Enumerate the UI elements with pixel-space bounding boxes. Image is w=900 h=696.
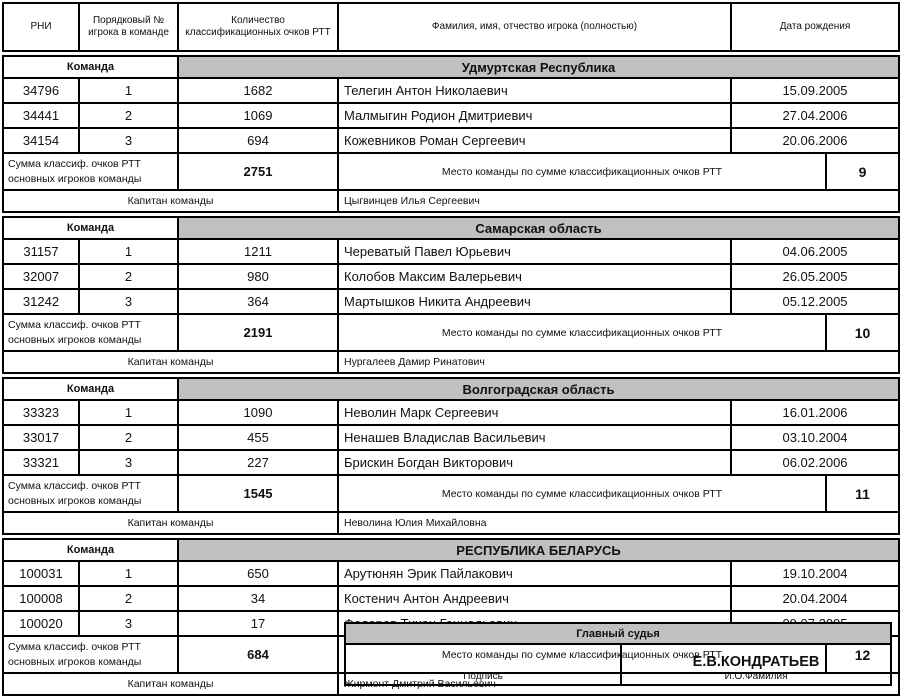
player-name: Неволин Марк Сергеевич <box>338 400 731 425</box>
player-points: 34 <box>178 586 338 611</box>
player-dob: 20.06.2006 <box>731 128 899 153</box>
player-rni: 32007 <box>3 264 79 289</box>
player-dob: 15.09.2005 <box>731 78 899 103</box>
place-label: Место команды по сумме классификационных очков РТТ <box>338 636 826 673</box>
sum-label-line1: Сумма классиф. очков РТТ <box>8 641 141 654</box>
player-rni: 31242 <box>3 289 79 314</box>
player-rni: 100008 <box>3 586 79 611</box>
player-name: Брискин Богдан Викторович <box>338 450 731 475</box>
player-number: 2 <box>79 103 178 128</box>
team-registration-sheet <box>0 2 900 690</box>
player-points: 455 <box>178 425 338 450</box>
player-number: 2 <box>79 586 178 611</box>
sum-label <box>3 636 178 673</box>
player-dob: 16.01.2006 <box>731 400 899 425</box>
player-rni: 100020 <box>3 611 79 636</box>
player-dob: 06.02.2006 <box>731 450 899 475</box>
header-dob: Дата рождения <box>731 3 899 51</box>
player-number: 2 <box>79 425 178 450</box>
place-value: 10 <box>826 314 899 351</box>
sum-label-line1: Сумма классиф. очков РТТ <box>8 480 141 493</box>
player-dob: 04.06.2005 <box>731 239 899 264</box>
header-table <box>2 2 900 52</box>
team-name: Волгоградская область <box>178 378 899 400</box>
sum-value: 2751 <box>178 153 338 190</box>
team-name: Самарская область <box>178 217 899 239</box>
player-dob: 03.10.2004 <box>731 425 899 450</box>
player-dob: 20.04.2004 <box>731 586 899 611</box>
player-points: 1069 <box>178 103 338 128</box>
team-name: РЕСПУБЛИКА БЕЛАРУСЬ <box>178 539 899 561</box>
player-number: 2 <box>79 264 178 289</box>
player-name: Арутюнян Эрик Пайлакович <box>338 561 731 586</box>
player-rni: 34154 <box>3 128 79 153</box>
player-dob: 05.12.2005 <box>731 289 899 314</box>
sum-label <box>3 314 178 351</box>
player-number: 3 <box>79 128 178 153</box>
place-value: 9 <box>826 153 899 190</box>
captain-name: Цыгвинцев Илья Сергеевич <box>338 190 899 212</box>
player-name: Ненашев Владислав Васильевич <box>338 425 731 450</box>
sum-value: 684 <box>178 636 338 673</box>
chief-judge-table <box>344 622 892 686</box>
sum-label-line2: основных игроков команды <box>8 172 142 185</box>
place-label: Место команды по сумме классификационных очков РТТ <box>338 475 826 512</box>
team-block <box>2 55 900 213</box>
player-points: 17 <box>178 611 338 636</box>
player-name: Телегин Антон Николаевич <box>338 78 731 103</box>
player-number: 1 <box>79 239 178 264</box>
sum-label <box>3 475 178 512</box>
team-label: Команда <box>3 217 178 239</box>
player-name: Малмыгин Родион Дмитриевич <box>338 103 731 128</box>
player-number: 1 <box>79 400 178 425</box>
sum-label-line2: основных игроков команды <box>8 333 142 346</box>
sum-value: 2191 <box>178 314 338 351</box>
team-label: Команда <box>3 378 178 400</box>
player-number: 3 <box>79 289 178 314</box>
sum-value: 1545 <box>178 475 338 512</box>
player-name: Мартышков Никита Андреевич <box>338 289 731 314</box>
captain-label: Капитан команды <box>3 351 338 373</box>
place-value: 12 <box>826 636 899 673</box>
captain-name: Нургалеев Дамир Ринатович <box>338 351 899 373</box>
player-rni: 34441 <box>3 103 79 128</box>
player-rni: 33323 <box>3 400 79 425</box>
header-rni: РНИ <box>3 3 79 51</box>
header-player-number: Порядковый № игрока в команде <box>79 3 178 51</box>
chief-judge-title: Главный судья <box>345 623 891 644</box>
judge-name-label: И.О.Фамилия <box>724 671 788 682</box>
sum-label-line2: основных игроков команды <box>8 494 142 507</box>
judge-name-cell <box>621 644 891 685</box>
player-points: 1682 <box>178 78 338 103</box>
player-number: 3 <box>79 611 178 636</box>
team-label: Команда <box>3 539 178 561</box>
player-points: 650 <box>178 561 338 586</box>
player-number: 1 <box>79 78 178 103</box>
player-points: 364 <box>178 289 338 314</box>
captain-label: Капитан команды <box>3 673 338 695</box>
player-dob: 27.04.2006 <box>731 103 899 128</box>
captain-label: Капитан команды <box>3 512 338 534</box>
player-points: 1211 <box>178 239 338 264</box>
player-rni: 34796 <box>3 78 79 103</box>
captain-name: Жирмонт Дмитрий Васильевич <box>338 673 899 695</box>
signature-cell: Подпись <box>345 644 621 685</box>
sum-label-line1: Сумма классиф. очков РТТ <box>8 158 141 171</box>
player-number: 1 <box>79 561 178 586</box>
player-points: 694 <box>178 128 338 153</box>
player-points: 227 <box>178 450 338 475</box>
place-label: Место команды по сумме классификационных очков РТТ <box>338 314 826 351</box>
captain-label: Капитан команды <box>3 190 338 212</box>
player-points: 1090 <box>178 400 338 425</box>
player-rni: 33017 <box>3 425 79 450</box>
place-value: 11 <box>826 475 899 512</box>
team-name: Удмуртская Республика <box>178 56 899 78</box>
player-dob: 26.05.2005 <box>731 264 899 289</box>
place-label: Место команды по сумме классификационных очков РТТ <box>338 153 826 190</box>
player-name: Кожевников Роман Сергеевич <box>338 128 731 153</box>
sum-label-line1: Сумма классиф. очков РТТ <box>8 319 141 332</box>
player-rni: 33321 <box>3 450 79 475</box>
player-name: Костенич Антон Андреевич <box>338 586 731 611</box>
sum-label-line2: основных игроков команды <box>8 655 142 668</box>
team-label: Команда <box>3 56 178 78</box>
judge-name: Е.В.КОНДРАТЬЕВ <box>692 653 820 670</box>
player-points: 980 <box>178 264 338 289</box>
team-block <box>2 216 900 374</box>
header-points: Количество классификационных очков РТТ <box>178 3 338 51</box>
team-block <box>2 377 900 535</box>
sum-label <box>3 153 178 190</box>
captain-name: Неволина Юлия Михайловна <box>338 512 899 534</box>
player-dob: 19.10.2004 <box>731 561 899 586</box>
header-fio: Фамилия, имя, отчество игрока (полностью) <box>338 3 731 51</box>
player-name: Череватый Павел Юрьевич <box>338 239 731 264</box>
player-rni: 31157 <box>3 239 79 264</box>
player-name: Колобов Максим Валерьевич <box>338 264 731 289</box>
player-number: 3 <box>79 450 178 475</box>
player-rni: 100031 <box>3 561 79 586</box>
